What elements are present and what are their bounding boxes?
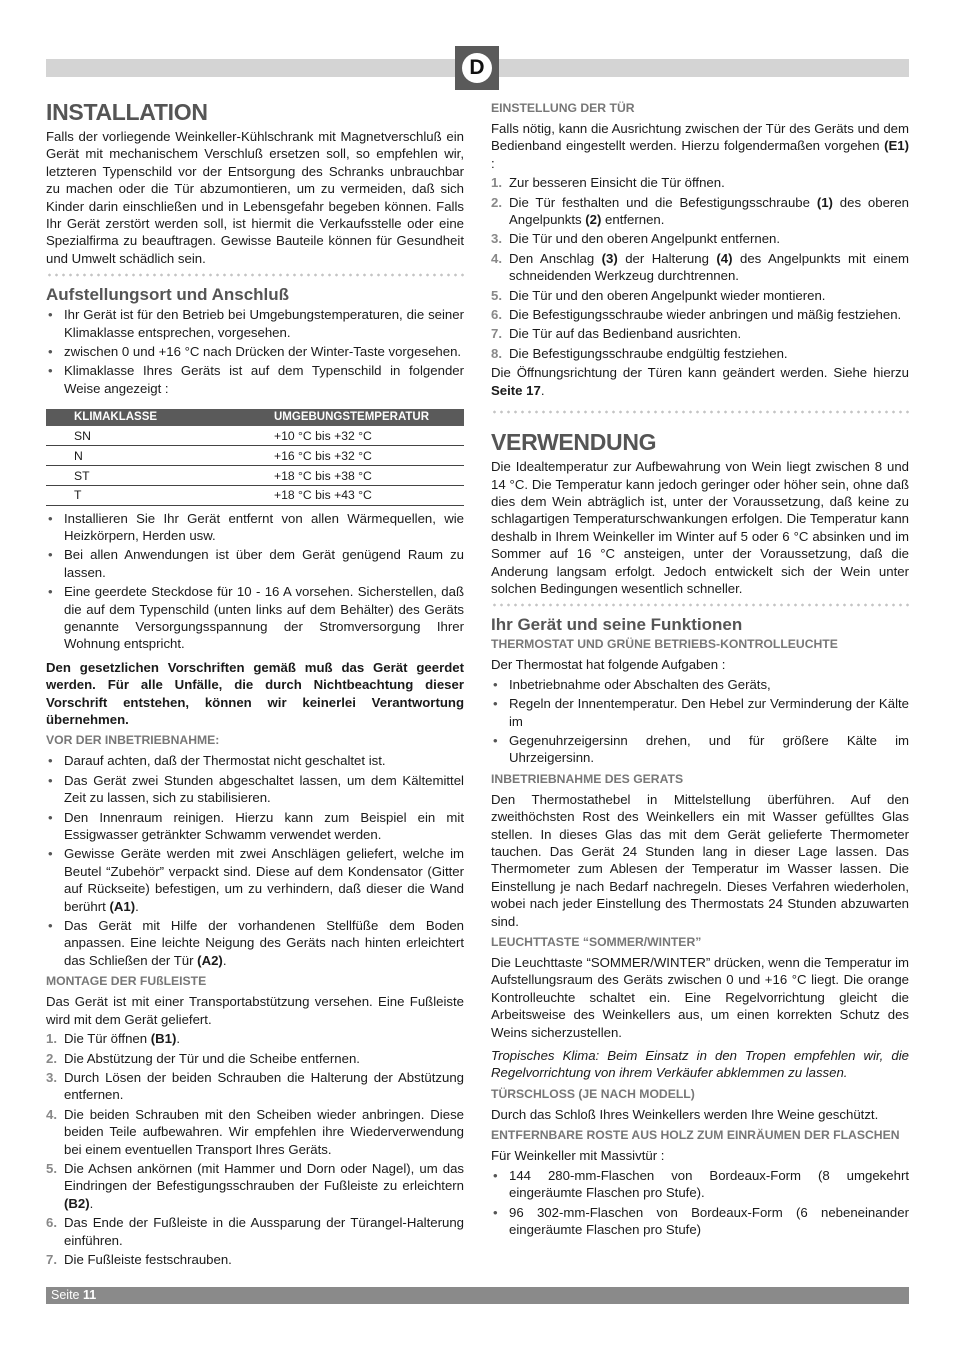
step-text: Die Abstützung der Tür und die Scheibe entfernen. [64,1050,360,1066]
aufstellung-bullets-1 [46,306,464,397]
list-item [491,287,909,304]
language-tab-letter: D [462,53,492,83]
aufstellung-title: Aufstellungsort und Anschluß [46,285,290,305]
divider [491,410,909,414]
step-text: Die Tür und den oberen Angelpunkt wieder montieren. [509,287,826,303]
figure-ref: (B2) [64,1195,90,1211]
table-row [46,485,464,505]
list-item [46,1251,464,1268]
step-number: 4. [491,250,502,266]
list-item [46,845,464,915]
divider [491,603,909,607]
list-item [491,306,909,323]
vor-inbetriebnahme-bullets [46,752,464,969]
right-column [491,98,909,1240]
thermostat-intro: Der Thermostat hat folgende Aufgaben : [491,657,726,673]
table-cell: +16 °C bis +32 °C [274,446,464,466]
step-number: 5. [491,287,502,303]
list-item: • 144 280-mm-Flaschen von Bordeaux-Form (8 umgekehrt eingeräumte Flaschen pro Stufe). [491,1167,909,1202]
step-number: 8. [491,345,502,361]
list-item: • 96 302-mm-Flaschen von Bordeaux-Form (6 nebeneinander eingeräumte Flaschen pro Stufe) [491,1204,909,1239]
step-text: Den Anschlag [509,250,602,266]
punctuation: . [222,952,227,968]
list-item [491,230,909,247]
list-item: • Das Gerät zwei Stunden abgeschaltet lassen, um dem Kältemittel Zeit zu lassen, sich zu stabilisieren. [46,772,464,807]
table-header: UMGEBUNGSTEMPERATUR [274,409,464,426]
intro-text: Falls nötig, kann die Ausrichtung zwischen der Tür des Geräts und dem Bedienband eingestellt werden. Hierzu folgendermaßen vorgehen [491,121,909,154]
tuer-intro [491,120,909,172]
step-text: des oberen Angelpunkts [509,194,909,228]
list-item [46,1106,464,1158]
step-text: Durch Lösen der beiden Schrauben die Halterung der Abstützung entfernen. [64,1069,464,1103]
tuer-outro [491,364,909,399]
tuer-steps [491,174,909,362]
leuchttaste-text: Die Leuchttaste “SOMMER/WINTER” drücken, wenn die Temperatur im Aufstellungsraum des Geräts zwischen 0 und +16 °C liegt. Die orange Kontrolleuchte schaltet ein. Eine Regelvorrichtung gleicht die Arbeitsweise des Weinkellers aus, um einen korrekten Schutz des Weins sicherzustellen. [491,955,909,1040]
table-header: KLIMAKLASSE [46,409,274,426]
table-row [46,426,464,446]
table-cell: T [46,485,274,505]
figure-ref: (A2) [197,952,223,968]
list-item: • Bei allen Anwendungen ist über dem Gerät genügend Raum zu lassen. [46,546,464,581]
figure-ref: (A1) [109,898,136,914]
table-row [46,446,464,466]
list-item [491,250,909,285]
thermostat-bullets [491,676,909,767]
step-number: 1. [46,1031,57,1047]
aufstellung-bullets-2 [46,510,464,653]
list-item [491,174,909,191]
punctuation: . [540,382,545,398]
figure-ref: (B1) [150,1031,177,1047]
list-item [46,917,464,969]
table-cell: N [46,446,274,466]
earthing-warning: Den gesetzlichen Vorschriften gemäß muß das Gerät geerdet werden. Für alle Unfälle, die durch Nichtbeachtung dieser Vorschrift entstehen, können wir keinerlei Verantwortung übernehmen. [46,659,464,727]
step-number: 7. [46,1251,57,1267]
list-item [46,1214,464,1249]
step-text: Die Tür und den oberen Angelpunkt entfernen. [509,231,781,247]
step-text: Die Tür festhalten und die Befestigungsschraube [509,194,817,210]
punctuation: . [135,898,139,914]
step-text: Die Tür auf das Bedienband ausrichten. [509,326,742,342]
step-text: des Angelpunkts mit einem schneidenden Werkzeug durchtrennen. [509,250,909,284]
step-number: 1. [491,175,502,191]
tropical-note: Tropisches Klima: Beim Einsatz in den Tropen empfehlen wir, die Regelvorrichtung von ihrem Verkäufer abklemmen zu lassen. [491,1048,909,1081]
montage-intro: Das Gerät ist mit einer Transportabstützung versehen. Eine Fußleiste wird mit dem Gerät geliefert. [46,994,464,1027]
step-number: 7. [491,326,502,342]
list-item [46,1030,464,1047]
step-number: 6. [491,307,502,323]
item-text: Gewisse Geräte werden mit zwei Anschlägen geliefert, welche im Beutel “Zubehör” verpackt sind. Diese auf dem Kondensator (Gitter auf Rückseite) befestigen, um zu verhindern, daß dieser die Wand berührt [64,846,464,914]
table-cell: +10 °C bis +32 °C [274,426,464,446]
intro-end: : [491,155,495,171]
inbetriebnahme-title: INBETRIEBNAHME DES GERATS [491,771,684,786]
list-item: • Den Innenraum reinigen. Hierzu kann zum Beispiel ein mit Essigwasser getränkter Schwamm verwendet werden. [46,809,464,844]
divider [46,273,464,277]
tuerschloss-text: Durch das Schloß Ihres Weinkellers werden Ihre Weine geschützt. [491,1106,879,1122]
vor-inbetriebnahme-title: VOR DER INBETRIEBNAHME: [46,733,220,748]
step-text: Das Ende der Fußleiste in die Aussparung der Türangel-Halterung einführen. [64,1215,464,1248]
table-cell: +18 °C bis +43 °C [274,485,464,505]
montage-steps [46,1030,464,1268]
figure-ref: (1) [816,194,833,210]
punctuation: . [89,1195,94,1211]
list-item [491,345,909,362]
item-text: Das Gerät mit Hilfe der vorhandenen Stellfüße dem Boden anpassen. Eine leichte Neigung des Geräts nach hinten erleichtert das Schließen der Tür [64,918,464,968]
step-text: der Halterung [617,250,717,266]
step-number: 5. [46,1160,57,1176]
verwendung-title: VERWENDUNG [491,429,657,456]
funktionen-title: Ihr Gerät und seine Funktionen [491,615,743,635]
step-number: 6. [46,1215,57,1231]
figure-ref: (2) [585,212,602,228]
language-tab [455,46,499,90]
list-item [491,194,909,229]
step-number: 3. [491,231,502,247]
thermostat-title: THERMOSTAT UND GRÜNE BETRIEBS-KONTROLLEUCHTE [491,637,838,652]
page-footer [46,1287,909,1304]
leuchttaste-title: LEUCHTTASTE “SOMMER/WINTER” [491,935,702,950]
klimaklasse-table [46,409,464,505]
figure-ref: (E1) [884,138,909,154]
page-number: 11 [82,1288,97,1302]
table-row [46,466,464,486]
step-number: 2. [46,1050,57,1066]
step-text: Die Tür öffnen [64,1031,151,1047]
step-text: Die Achsen ankörnen (mit Hammer und Dorn oder Nagel), um das Eindringen der Befestigungsschrauben der Fußleiste zu erleichtern [64,1160,464,1194]
list-item [46,1160,464,1212]
figure-ref: (4) [716,250,733,266]
table-cell: SN [46,426,274,446]
roste-bullets [491,1167,909,1239]
step-number: 4. [46,1106,57,1122]
figure-ref: (3) [601,250,618,266]
verwendung-text: Die Idealtemperatur zur Aufbewahrung von Wein liegt zwischen 8 und 14 °C. Die Temperatur kann jedoch geringer oder höher sein, ohne daß dies dem Wein abträglich ist, unter der Voraussetzung, daß keine zu schlagartigen Temperaturschwankungen erfolgen. Die Temperatur kann deshalb in Ihrem Weinkeller im Winter auf 5 oder 6 °C absinken und im Sommer auf 16 °C ansteigen, unter der Voraussetzung, daß die Anderung langsam erfolgt. Jedoch entwickelt sich der Wein unter solchen Bedingungen wesentlich schneller. [491,459,909,596]
table-cell: ST [46,466,274,486]
step-text: Die Befestigungsschraube wieder anbringen und mäßig festziehen. [509,307,902,323]
list-item: • Installieren Sie Ihr Gerät entfernt von allen Wärmequellen, wie Heizkörpern, Herden usw. [46,510,464,545]
step-text: Die beiden Schrauben mit den Scheiben wieder anbringen. Diese beiden Teile aufbewahren. Wir empfehlen ihre Wiederverwendung bei einem eventuellen Transport Ihres Geräts. [64,1106,464,1157]
installation-intro: Falls der vorliegende Weinkeller-Kühlschrank mit Magnetverschluß ein Gerät mit mechanischem Verschluß ersetzen soll, so empfehlen wir, letzteren Typenschild vor der Entsorgung des Schranks unbrauchbar zu machen oder die Tür abzumontieren, um zu vermeiden, daß sich Kinder darin einschließen und in Lebensgefahr begeben können. Falls Ihr Gerät zerstört werden soll, ist hiermit die Verkaufsstelle oder eine Spezialfirma zu beauftragen. Gewisse Bauteile können für Gesundheit und Umwelt schädlich sein. [46,129,464,266]
list-item: • Darauf achten, daß der Thermostat nicht geschaltet ist. [46,752,464,769]
step-text: Die Fußleiste festschrauben. [64,1251,232,1267]
list-item: • Regeln der Innentemperatur. Den Hebel zur Verminderung der Kälte im [491,695,909,730]
page-label: Seite [51,1288,80,1302]
left-column [46,98,464,1270]
step-text: entfernen. [601,212,665,228]
list-item [46,1069,464,1104]
list-item: • Klimaklasse Ihres Geräts ist auf dem Typenschild in folgender Weise angezeigt : [46,362,464,397]
punctuation: . [176,1031,181,1047]
montage-title: MONTAGE DER FUßLEISTE [46,974,207,989]
step-text: Zur besseren Einsicht die Tür öffnen. [509,175,725,191]
step-text: Die Befestigungsschraube endgültig festziehen. [509,345,788,361]
roste-intro: Für Weinkeller mit Massivtür : [491,1148,665,1164]
inbetriebnahme-text: Den Thermostathebel in Mittelstellung überführen. Auf den zweithöchsten Rost des Weinkellers ein mit Wasser gefülltes Glas stellen. In dieses Glas das mit dem Gerät gelieferte Thermometer tauchen. Das Gerät 24 Stunden lang in dieser Lage lassen. Das Thermometer zum Ablesen der Temperatur im Wasser lassen. Die Einstellung je nach Bedarf nachregeln. Dieses Verfahren wiederholen, wobei nach jeder Einstellung des Thermostats 24 Stunden abzuwarten sind. [491,791,909,929]
list-item: • zwischen 0 und +16 °C nach Drücken der Winter-Taste vorgesehen. [46,343,464,360]
table-cell: +18 °C bis +38 °C [274,466,464,486]
outro-text: Die Öffnungsrichtung der Türen kann geändert werden. Siehe hierzu [491,365,909,381]
list-item: • Inbetriebnahme oder Abschalten des Geräts, [491,676,909,693]
list-item [491,325,909,342]
installation-title: INSTALLATION [46,99,208,125]
step-number: 3. [46,1069,57,1085]
list-item: • Ihr Gerät ist für den Betrieb bei Umgebungstemperaturen, die seiner Klimaklasse entsprechen, vorgesehen. [46,306,464,341]
page-ref: Seite 17 [491,382,541,398]
tuerschloss-title: TÜRSCHLOSS (JE NACH MODELL) [491,1086,695,1101]
list-item [46,1050,464,1067]
tuer-title: EINSTELLUNG DER TÜR [491,101,635,115]
step-number: 2. [491,194,502,210]
list-item: • Eine geerdete Steckdose für 10 - 16 A vorsehen. Sicherstellen, daß die auf dem Typenschild (unten links auf dem Behälter) des Geräts genannte Versorgungsspannung der Stromversorgung Ihrer Wohnung entspricht. [46,583,464,653]
list-item: • Gegenuhrzeigersinn drehen, und für größere Kälte im Uhrzeigersinn. [491,732,909,767]
roste-title: ENTFERNBARE ROSTE AUS HOLZ ZUM EINRÄUMEN DER FLASCHEN [491,1128,900,1143]
